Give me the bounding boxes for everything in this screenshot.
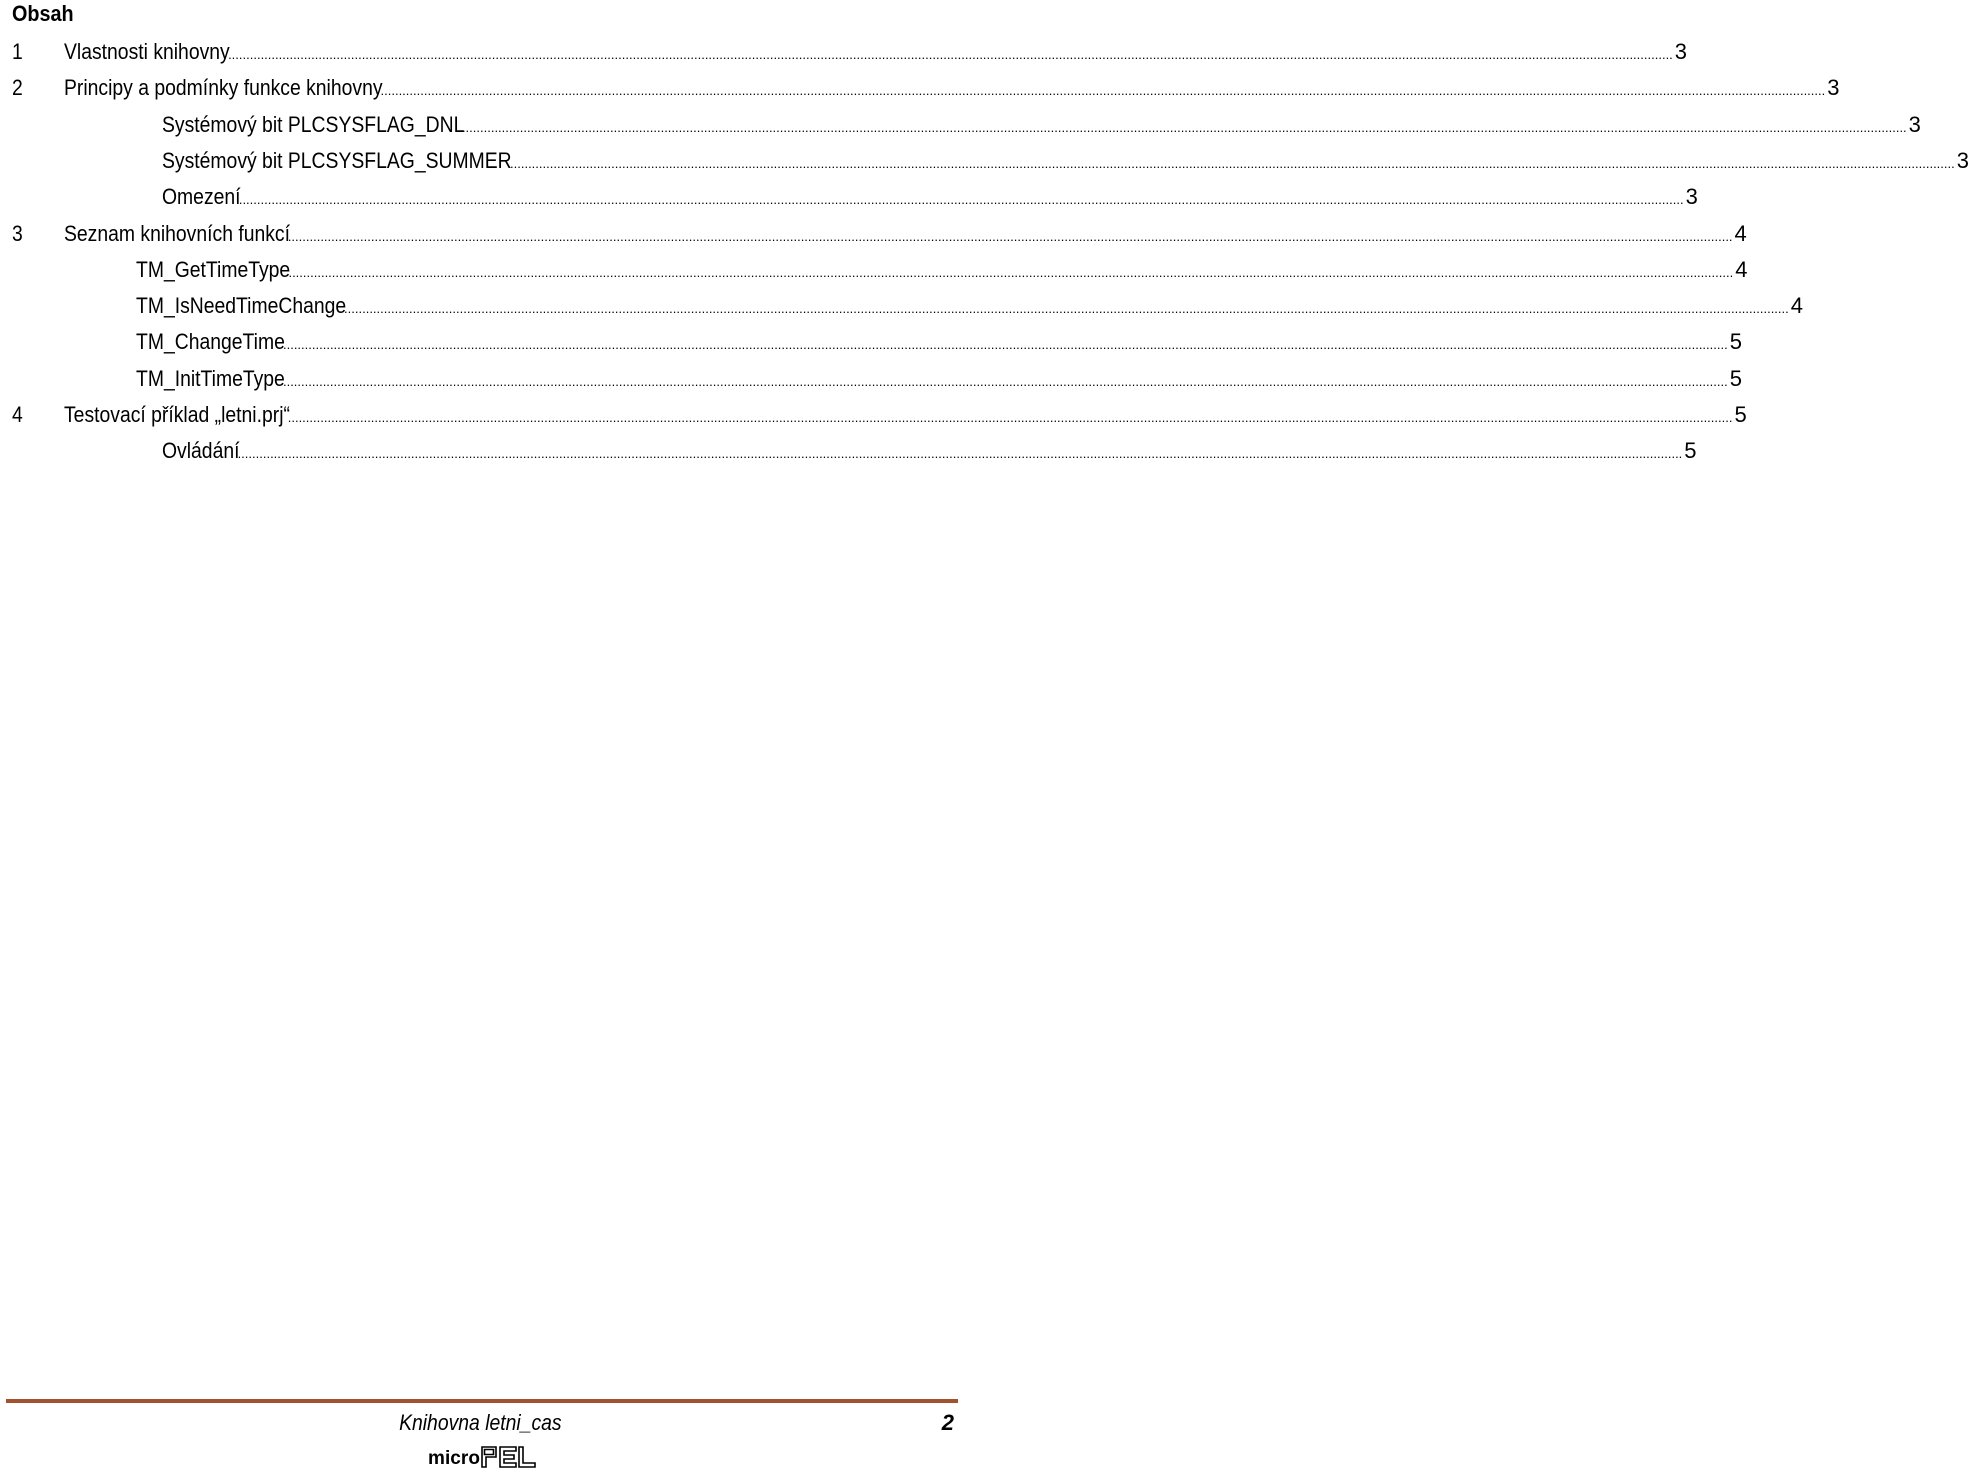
toc-entry[interactable] [0,70,1840,106]
toc-entry-page: 4 [1734,220,1747,246]
toc-entry-label: Ovládání [162,438,240,464]
micropel-logo [428,1441,540,1471]
toc-entry-label: TM_ChangeTime [136,329,285,355]
toc-entry-label: Systémový bit PLCSYSFLAG_SUMMER [162,147,512,173]
toc-entry-number: 4 [12,402,23,427]
toc-entry-label: Principy a podmínky funkce knihovny [64,75,383,101]
toc-entry-line [64,216,1747,255]
toc-entry-page: 3 [1908,111,1921,137]
toc-dot-leader: ................................................................................................................................................................................................................................................................................................................................................................................................................ [237,446,1683,462]
toc-entry-page: 3 [1674,39,1688,64]
toc-entry-line [162,179,1698,218]
toc-entry-line [136,361,1742,400]
footer-page-number: 2 [941,1410,954,1435]
toc-entry-label: Vlastnosti knihovny [64,39,230,64]
toc-entry[interactable] [0,143,1969,179]
toc-dot-leader: ................................................................................................................................................................................................................................................................................................................................................................................................................ [238,192,1684,208]
toc-entry-page: 5 [1729,365,1742,391]
toc-entry-page: 5 [1734,402,1747,427]
toc-entry-page: 3 [1956,147,1969,173]
toc-dot-leader: ................................................................................................................................................................................................................................................................................................................................................................................................................ [461,119,1907,135]
toc-entry-line [136,288,1804,327]
svg-text:micro: micro [428,1448,480,1469]
toc-entry-line [136,324,1742,363]
toc-entry[interactable] [0,433,1697,469]
footer-document-title [0,1408,960,1438]
toc-entry-line [162,107,1921,146]
toc-entry-page: 5 [1684,438,1697,464]
toc-dot-leader: ................................................................................................................................................................................................................................................................................................................................................................................................................ [344,301,1789,317]
toc-dot-leader: ................................................................................................................................................................................................................................................................................................................................................................................................................ [287,410,1733,425]
toc-entry[interactable] [0,107,1921,143]
footer-title-text: Knihovna letni_cas [398,1410,562,1435]
toc-entry-label: Testovací příklad „letni.prj“ [64,402,290,427]
toc-entry-line [64,70,1840,109]
toc-entry-line [162,143,1969,182]
toc-entry-line [64,397,1747,436]
toc-entry-page: 3 [1827,75,1840,101]
toc-entry-label: Systémový bit PLCSYSFLAG_DNL [162,111,465,137]
toc-dot-leader: ................................................................................................................................................................................................................................................................................................................................................................................................................ [282,337,1728,353]
toc-entry-number: 2 [12,75,23,101]
toc-dot-leader: ................................................................................................................................................................................................................................................................................................................................................................................................................ [287,228,1733,244]
toc-entry[interactable] [0,252,1748,288]
toc-entry[interactable] [0,288,1804,324]
toc-entry[interactable] [0,361,1742,397]
toc-entry[interactable] [0,216,1747,252]
toc-entry-label: TM_IsNeedTimeChange [136,293,347,319]
toc-entry[interactable] [0,324,1742,360]
toc-dot-leader: ................................................................................................................................................................................................................................................................................................................................................................................................................ [380,83,1826,99]
toc-entry-label: TM_GetTimeType [136,256,291,282]
toc-entry-label: Omezení [162,184,241,210]
toc-entry-page: 3 [1685,184,1698,210]
toc-heading: Obsah [12,1,74,26]
toc-entry-number: 3 [12,220,23,246]
toc-dot-leader: ................................................................................................................................................................................................................................................................................................................................................................................................................ [510,155,1955,171]
toc-entry[interactable] [0,34,1688,70]
toc-entry-number: 1 [12,39,23,64]
toc-entry-line [64,34,1688,73]
toc-dot-leader: ................................................................................................................................................................................................................................................................................................................................................................................................................ [288,264,1734,280]
toc-entry-label: TM_InitTimeType [136,365,285,391]
toc-entry[interactable] [0,179,1698,215]
toc-entry[interactable] [0,397,1747,433]
toc-entry-label: Seznam knihovních funkcí [64,220,290,246]
toc-entry-page: 4 [1735,256,1748,282]
toc-entry-page: 5 [1729,329,1742,355]
toc-entry-line [162,433,1697,472]
toc-dot-leader: ................................................................................................................................................................................................................................................................................................................................................................................................................ [228,47,1673,62]
toc-entry-line [136,252,1748,291]
footer-divider [6,1399,958,1403]
toc-entry-page: 4 [1790,293,1804,319]
toc-dot-leader: ................................................................................................................................................................................................................................................................................................................................................................................................................ [282,373,1728,389]
